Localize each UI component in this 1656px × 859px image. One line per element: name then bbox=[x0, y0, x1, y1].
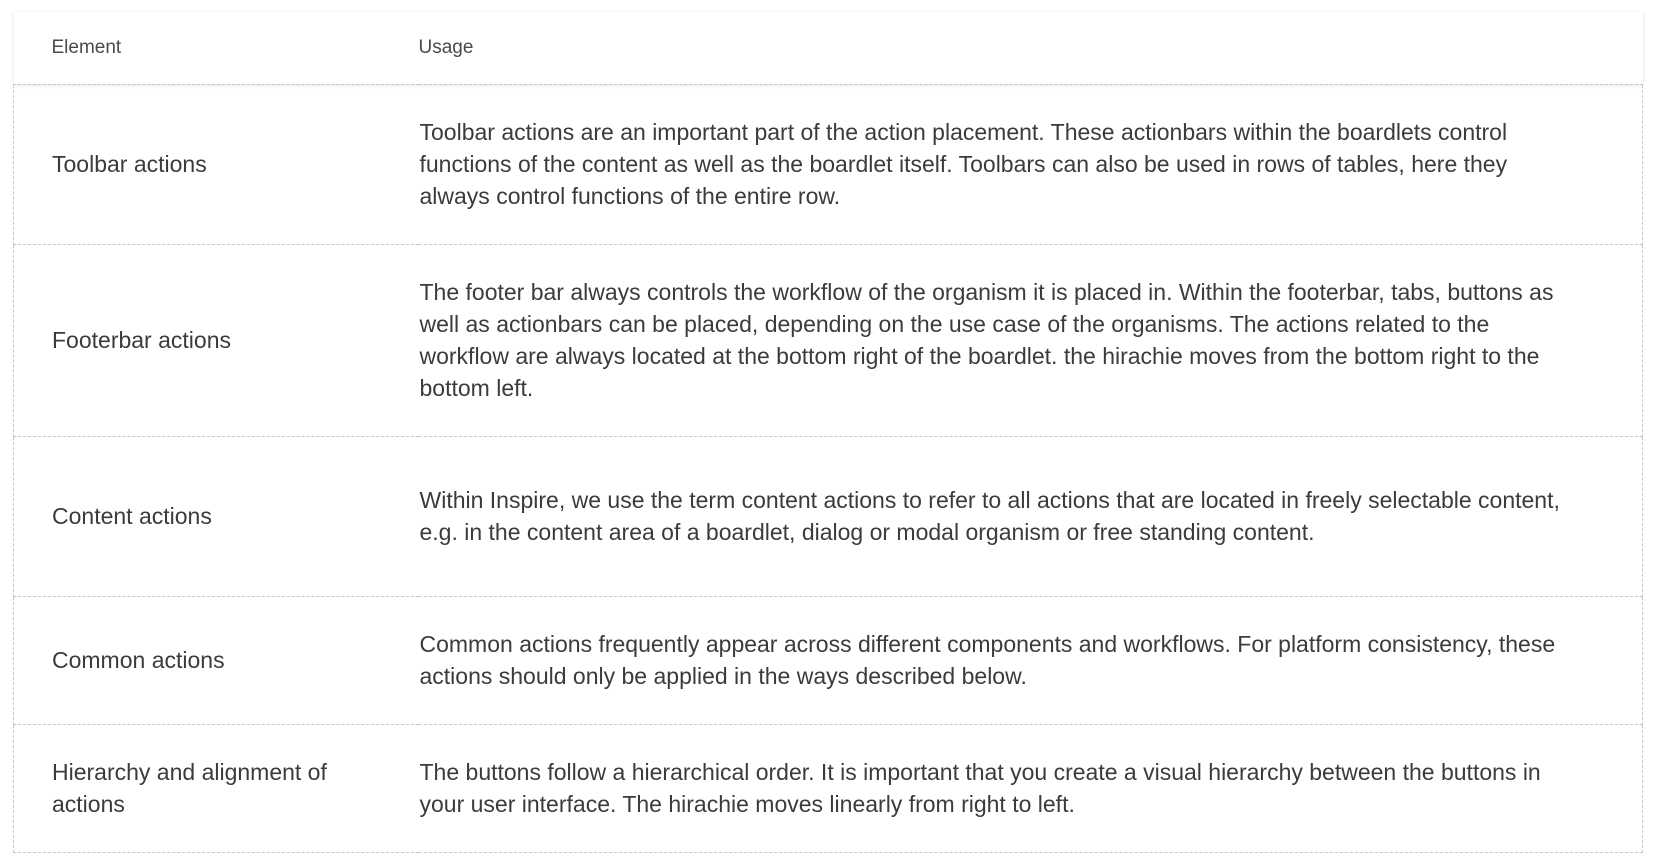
table-body bbox=[14, 84, 1643, 852]
table-row bbox=[14, 436, 1643, 596]
element-cell: Hierarchy and alignment of actions bbox=[14, 724, 419, 852]
table-row bbox=[14, 84, 1643, 244]
table-row bbox=[14, 244, 1643, 436]
table-row bbox=[14, 596, 1643, 724]
actions-table bbox=[13, 12, 1643, 853]
usage-cell: Toolbar actions are an important part of the action placement. These actionbars within the boardlets control functions of the content as well as the boardlet itself. Toolbars can also be used in rows of tables, here they always control functions of the entire row. bbox=[419, 84, 1643, 244]
element-cell: Content actions bbox=[14, 436, 419, 596]
column-header-element: Element bbox=[14, 12, 419, 84]
element-cell: Common actions bbox=[14, 596, 419, 724]
column-header-usage: Usage bbox=[419, 12, 1643, 84]
usage-cell: The footer bar always controls the workflow of the organism it is placed in. Within the footerbar, tabs, buttons as well as actionbars can be placed, depending on the use case of the organisms. The actions related to the workflow are always located at the bottom right of the boardlet. the hirachie moves from the bottom right to the bottom left. bbox=[419, 244, 1643, 436]
usage-cell: The buttons follow a hierarchical order. It is important that you create a visual hierarchy between the buttons in your user interface. The hirachie moves linearly from right to left. bbox=[419, 724, 1643, 852]
table-row bbox=[14, 724, 1643, 852]
element-cell: Footerbar actions bbox=[14, 244, 419, 436]
element-cell: Toolbar actions bbox=[14, 84, 419, 244]
usage-cell: Within Inspire, we use the term content actions to refer to all actions that are located in freely selectable content, e.g. in the content area of a boardlet, dialog or modal organism or free standing content. bbox=[419, 436, 1643, 596]
usage-cell: Common actions frequently appear across different components and workflows. For platform consistency, these actions should only be applied in the ways described below. bbox=[419, 596, 1643, 724]
table-header-row bbox=[14, 12, 1643, 84]
actions-table-grid bbox=[13, 12, 1643, 853]
table-header bbox=[14, 12, 1643, 84]
